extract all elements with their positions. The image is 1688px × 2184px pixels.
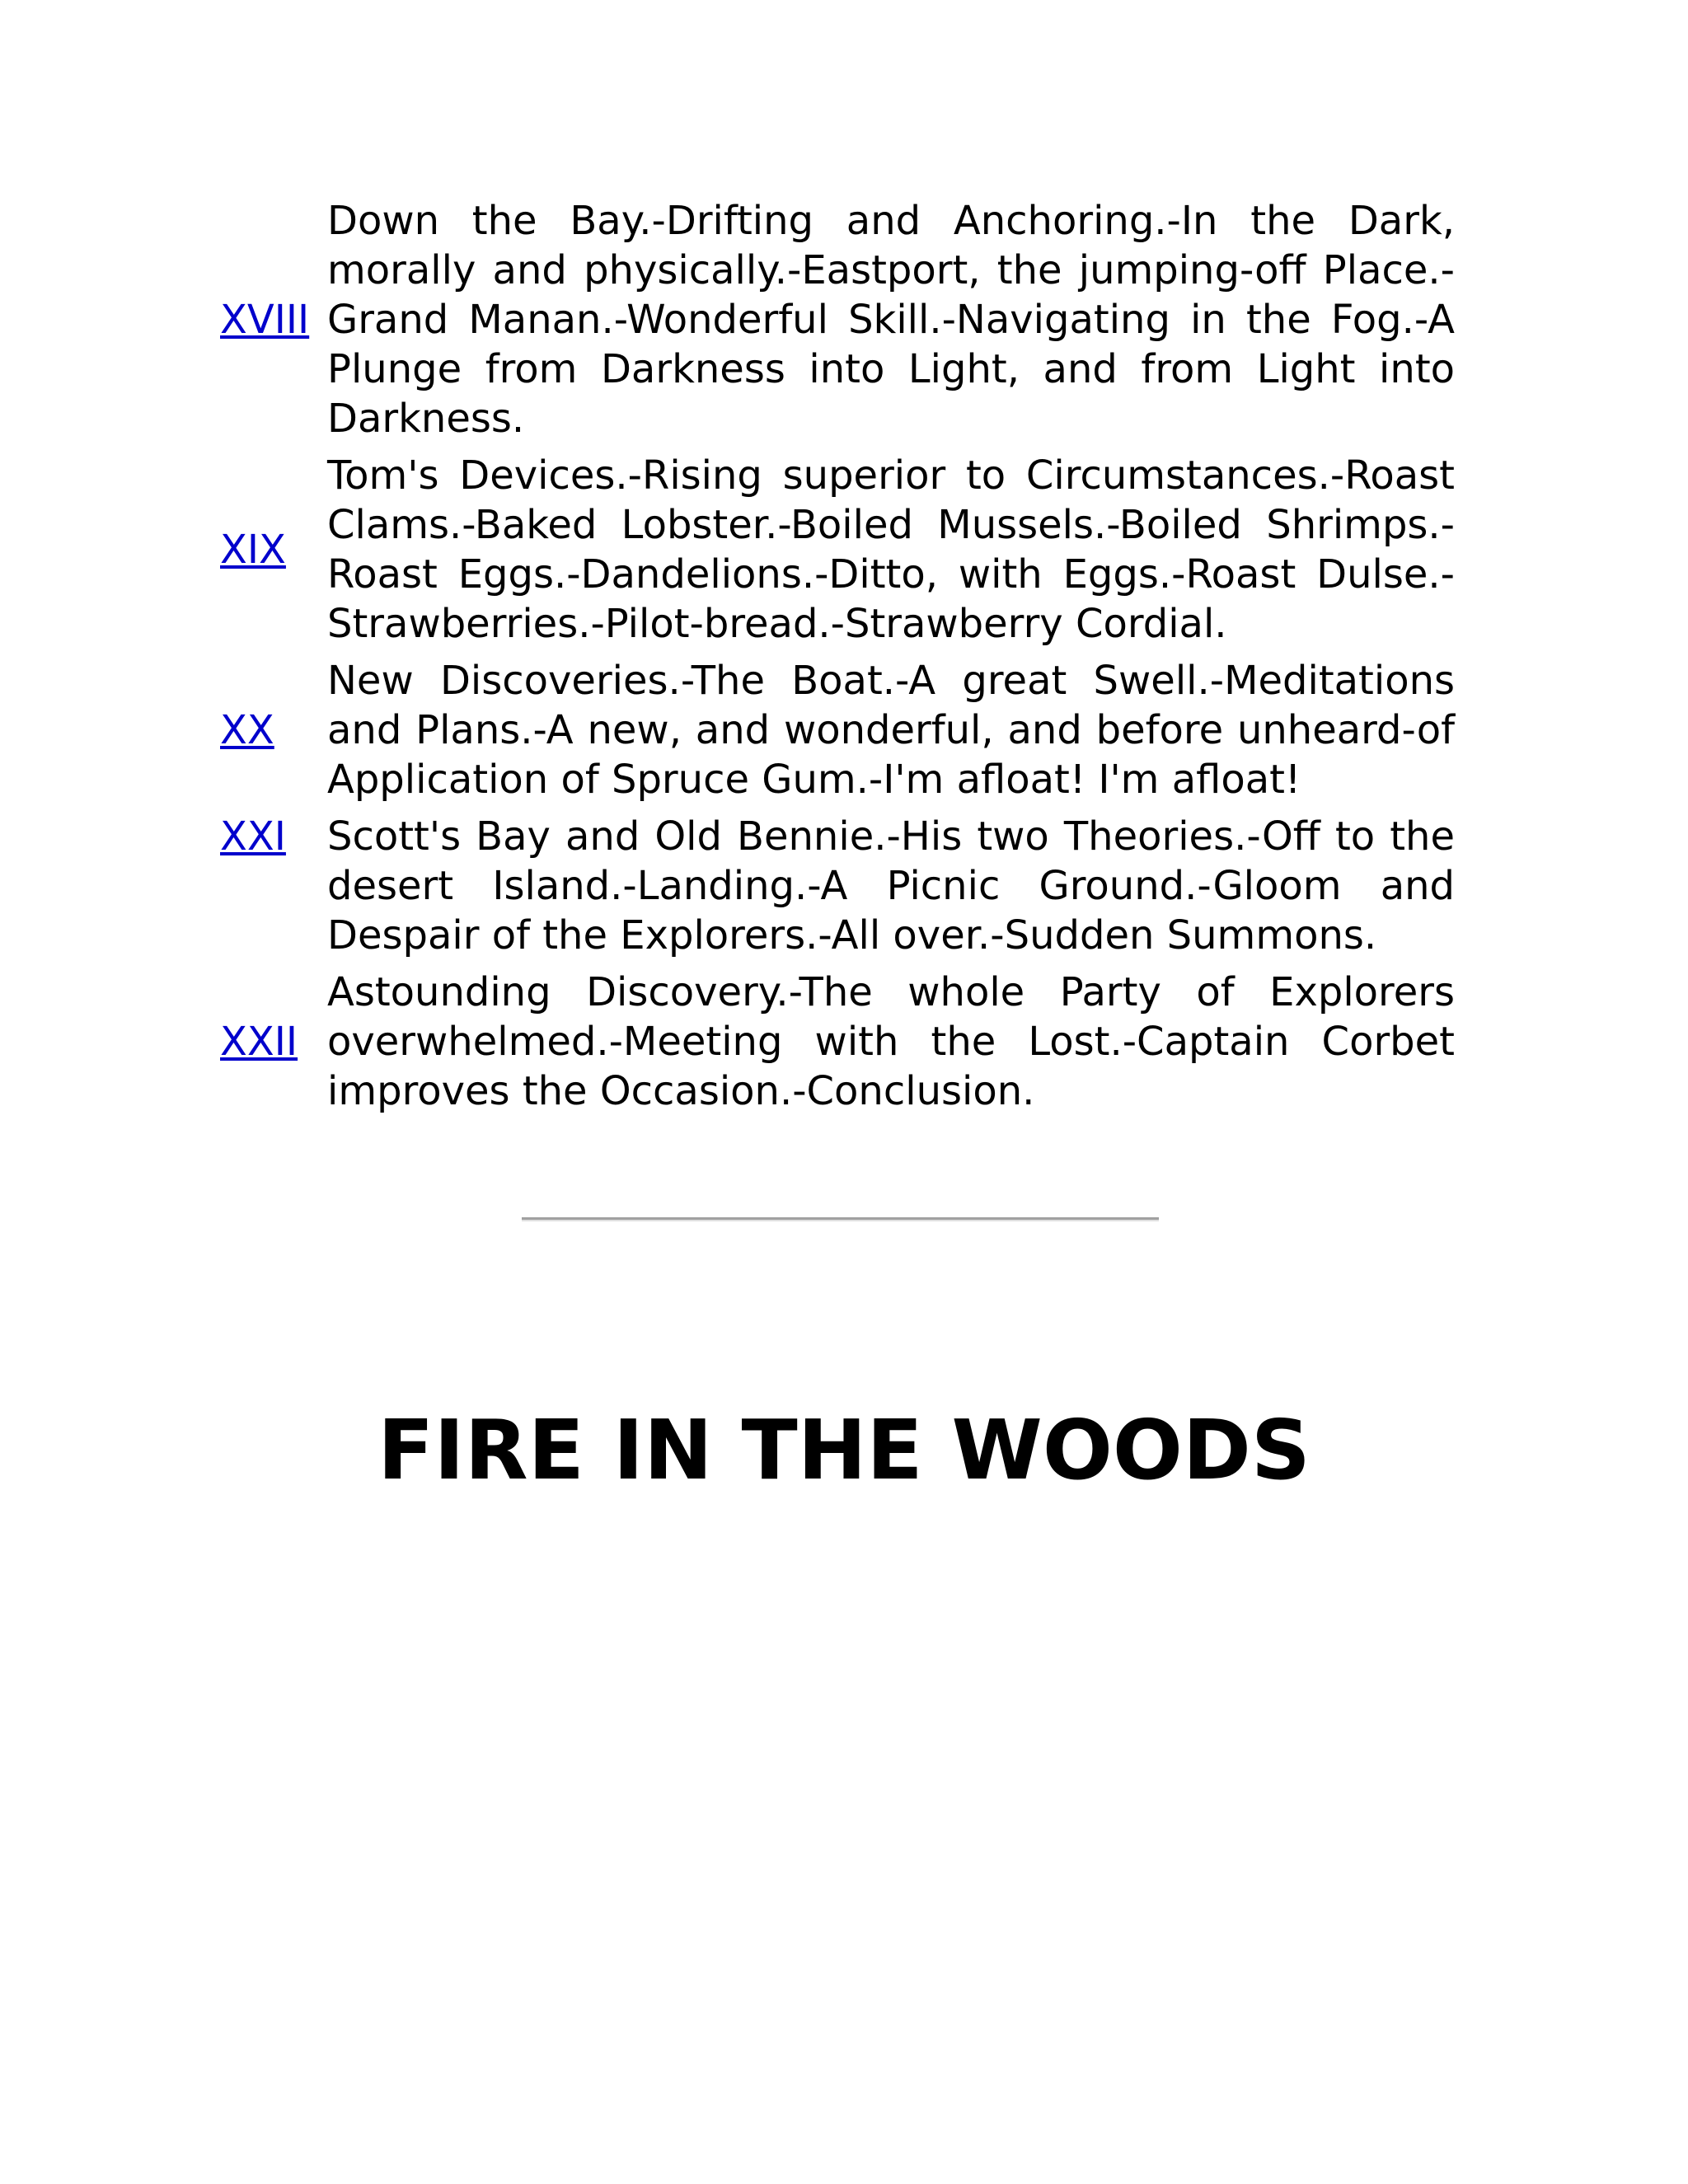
chapter-description: New Discoveries.-The Boat.-A great Swell.-Meditations and Plans.-A new, and wonderful, and before unheard-of Application of Spruce Gum.-I'm afloat! I'm afloat! (327, 658, 1455, 803)
chapter-number-cell (220, 705, 327, 755)
toc-row-xxii (220, 968, 1455, 1116)
toc-row-xx (220, 656, 1455, 804)
chapter-number-cell (220, 812, 327, 861)
table-of-contents (220, 196, 1455, 1123)
book-title: FIRE IN THE WOODS (377, 1402, 1311, 1498)
chapter-number-cell (220, 295, 327, 344)
chapter-number-cell (220, 1017, 327, 1066)
chapter-description: Astounding Discovery.-The whole Party of Explorers overwhelmed.-Meeting with the Lost.-Captain Corbet improves the Occasion.-Conclusion. (327, 969, 1455, 1114)
chapter-link-xix[interactable]: XIX (220, 527, 286, 573)
chapter-description: Scott's Bay and Old Bennie.-His two Theories.-Off to the desert Island.-Landing.-A Picnic Ground.-Gloom and Despair of the Explorers.-All over.-Sudden Summons. (327, 813, 1455, 958)
chapter-description: Down the Bay.-Drifting and Anchoring.-In the Dark, morally and physically.-Eastport, the jumping-off Place.-Grand Manan.-Wonderful Skill.-Navigating in the Fog.-A Plunge from Darkness into Light, and from Light into Darkness. (327, 198, 1455, 442)
chapter-description: Tom's Devices.-Rising superior to Circumstances.-Roast Clams.-Baked Lobster.-Boiled Mussels.-Boiled Shrimps.-Roast Eggs.-Dandelions.-Ditto, with Eggs.-Roast Dulse.-Strawberries.-Pilot-bread.-Strawberry Cordial. (327, 452, 1455, 647)
toc-row-xxi (220, 812, 1455, 960)
horizontal-rule (522, 1217, 1159, 1221)
chapter-link-xx[interactable]: XX (220, 707, 274, 753)
chapter-number-cell (220, 525, 327, 574)
chapter-link-xxi[interactable]: XXI (220, 813, 286, 860)
toc-row-xviii (220, 196, 1455, 443)
toc-row-xix (220, 451, 1455, 649)
chapter-link-xviii[interactable]: XVIII (220, 297, 310, 343)
chapter-link-xxii[interactable]: XXII (220, 1019, 298, 1065)
